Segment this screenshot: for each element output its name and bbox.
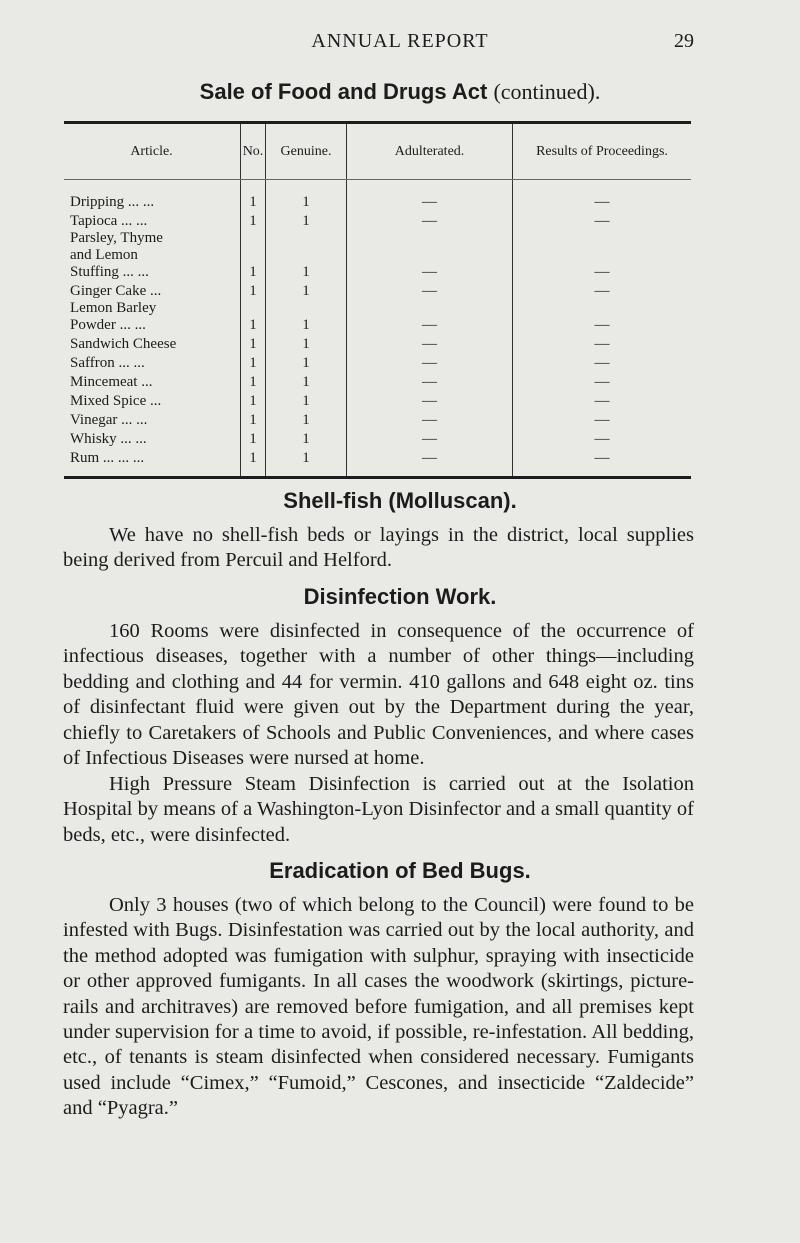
table-row <box>64 372 691 391</box>
genuine-cell: 1 <box>266 300 347 334</box>
table-title-main: Sale of Food and Drugs Act <box>199 79 488 104</box>
number-cell: 1 <box>241 391 266 410</box>
article-name: Mixed Spice ... <box>70 393 162 409</box>
disinfection-heading: Disinfection Work. <box>303 584 497 609</box>
table-row <box>64 192 691 211</box>
number-cell: 1 <box>241 334 266 353</box>
table-row <box>64 448 691 478</box>
article-name: Saffron ... ... <box>70 355 145 371</box>
table-row <box>64 334 691 353</box>
genuine-cell: 1 <box>266 334 347 353</box>
header-results: Results of Proceedings. <box>513 123 692 180</box>
genuine-cell: 1 <box>266 410 347 429</box>
results-cell: — <box>513 281 692 300</box>
article-name: Dripping ... ... <box>70 194 155 210</box>
number-cell: 1 <box>241 429 266 448</box>
results-cell: — <box>513 211 692 230</box>
results-cell: — <box>513 429 692 448</box>
results-cell: — <box>513 230 692 281</box>
number-cell: 1 <box>241 300 266 334</box>
bed-bugs-heading: Eradication of Bed Bugs. <box>269 858 531 883</box>
number-cell: 1 <box>241 353 266 372</box>
article-name: Parsley, Thyme <box>70 230 163 246</box>
number-cell: 1 <box>241 372 266 391</box>
article-name: Ginger Cake ... <box>70 283 162 299</box>
results-cell: — <box>513 300 692 334</box>
adulterated-cell: — <box>347 230 513 281</box>
table-body <box>64 180 691 478</box>
running-head <box>0 30 800 54</box>
genuine-cell: 1 <box>266 192 347 211</box>
adulterated-cell: — <box>347 300 513 334</box>
shellfish-paragraph: We have no shell-fish beds or layings in the district, local supplies being derived from Percuil and Helford. <box>63 524 694 572</box>
article-name: Vinegar ... ... <box>70 412 148 428</box>
article-name: and Lemon <box>70 247 138 263</box>
shellfish-heading: Shell-fish (Molluscan). <box>283 488 517 513</box>
article-name: Whisky ... ... <box>70 431 147 447</box>
genuine-cell: 1 <box>266 391 347 410</box>
table-row <box>64 211 691 230</box>
results-cell: — <box>513 391 692 410</box>
number-cell: 1 <box>241 410 266 429</box>
article-name: Sandwich Cheese <box>70 336 177 352</box>
header-article: Article. <box>64 123 241 180</box>
adulterated-cell: — <box>347 372 513 391</box>
genuine-cell: 1 <box>266 429 347 448</box>
adulterated-cell: — <box>347 410 513 429</box>
table-row <box>64 410 691 429</box>
table-title <box>0 79 800 105</box>
disinfection-paragraph-1: 160 Rooms were disinfected in consequence of the occurrence of infectious diseases, together with a number of other things—including bedding and clothing and 44 for vermin. 410 gallons and 648 eight oz. tins of disinfectant fluid were given out by the Department during the year, chiefly to Caretakers of Schools and Public Conveniences, and where cases of Infectious Diseases were nursed at home. <box>63 620 694 770</box>
results-cell: — <box>513 192 692 211</box>
disinfection-paragraph-2: High Pressure Steam Disinfection is carried out at the Isolation Hospital by means of a Washington-Lyon Disinfector and a small quantity of beds, etc., were disinfected. <box>63 773 694 846</box>
header-genuine: Genuine. <box>266 123 347 180</box>
adulterated-cell: — <box>347 281 513 300</box>
genuine-cell: 1 <box>266 211 347 230</box>
number-cell: 1 <box>241 230 266 281</box>
genuine-cell: 1 <box>266 448 347 478</box>
article-name: Powder ... ... <box>70 317 146 333</box>
article-name: Tapioca ... ... <box>70 213 148 229</box>
number-cell: 1 <box>241 448 266 478</box>
article-name: Rum ... ... ... <box>70 450 145 466</box>
page-number: 29 <box>674 30 694 52</box>
genuine-cell: 1 <box>266 230 347 281</box>
genuine-cell: 1 <box>266 281 347 300</box>
number-cell: 1 <box>241 192 266 211</box>
results-cell: — <box>513 372 692 391</box>
results-cell: — <box>513 410 692 429</box>
number-cell: 1 <box>241 211 266 230</box>
table-header-row <box>64 123 691 180</box>
adulterated-cell: — <box>347 391 513 410</box>
article-name: Lemon Barley <box>70 300 157 316</box>
results-cell: — <box>513 353 692 372</box>
results-cell: — <box>513 334 692 353</box>
table-row <box>64 300 691 334</box>
genuine-cell: 1 <box>266 353 347 372</box>
bed-bugs-paragraph: Only 3 houses (two of which belong to the Council) were found to be infested with Bugs. Disinfestation was carried out by the local authority, and the method adopted was fumigation with sulphur, spraying with insecticide or other approved fumigants. In all cases the woodwork (skirtings, picture-rails and architraves) are removed before fumigation, and all premises kept under supervision for a time to avoid, if possible, re-infestation. All bedding, etc., of tenants is steam disinfected when considered necessary. Fumigants used include “Cimex,” “Fumoid,” Cescones, and insecticide “Zaldecide” and “Pyagra.” <box>63 894 694 1120</box>
article-name: Stuffing ... ... <box>70 264 149 280</box>
results-table <box>64 121 691 479</box>
running-title: ANNUAL REPORT <box>311 30 489 52</box>
table-title-continued: (continued). <box>493 79 601 104</box>
header-number: No. <box>241 123 266 180</box>
table-row <box>64 429 691 448</box>
adulterated-cell: — <box>347 211 513 230</box>
results-cell: — <box>513 448 692 478</box>
table-row <box>64 281 691 300</box>
adulterated-cell: — <box>347 429 513 448</box>
adulterated-cell: — <box>347 353 513 372</box>
adulterated-cell: — <box>347 334 513 353</box>
number-cell: 1 <box>241 281 266 300</box>
table-spacer <box>64 180 691 193</box>
adulterated-cell: — <box>347 448 513 478</box>
article-name: Mincemeat ... <box>70 374 153 390</box>
header-adulterated: Adulterated. <box>347 123 513 180</box>
adulterated-cell: — <box>347 192 513 211</box>
table-row <box>64 391 691 410</box>
table-row <box>64 353 691 372</box>
genuine-cell: 1 <box>266 372 347 391</box>
table-row <box>64 230 691 281</box>
